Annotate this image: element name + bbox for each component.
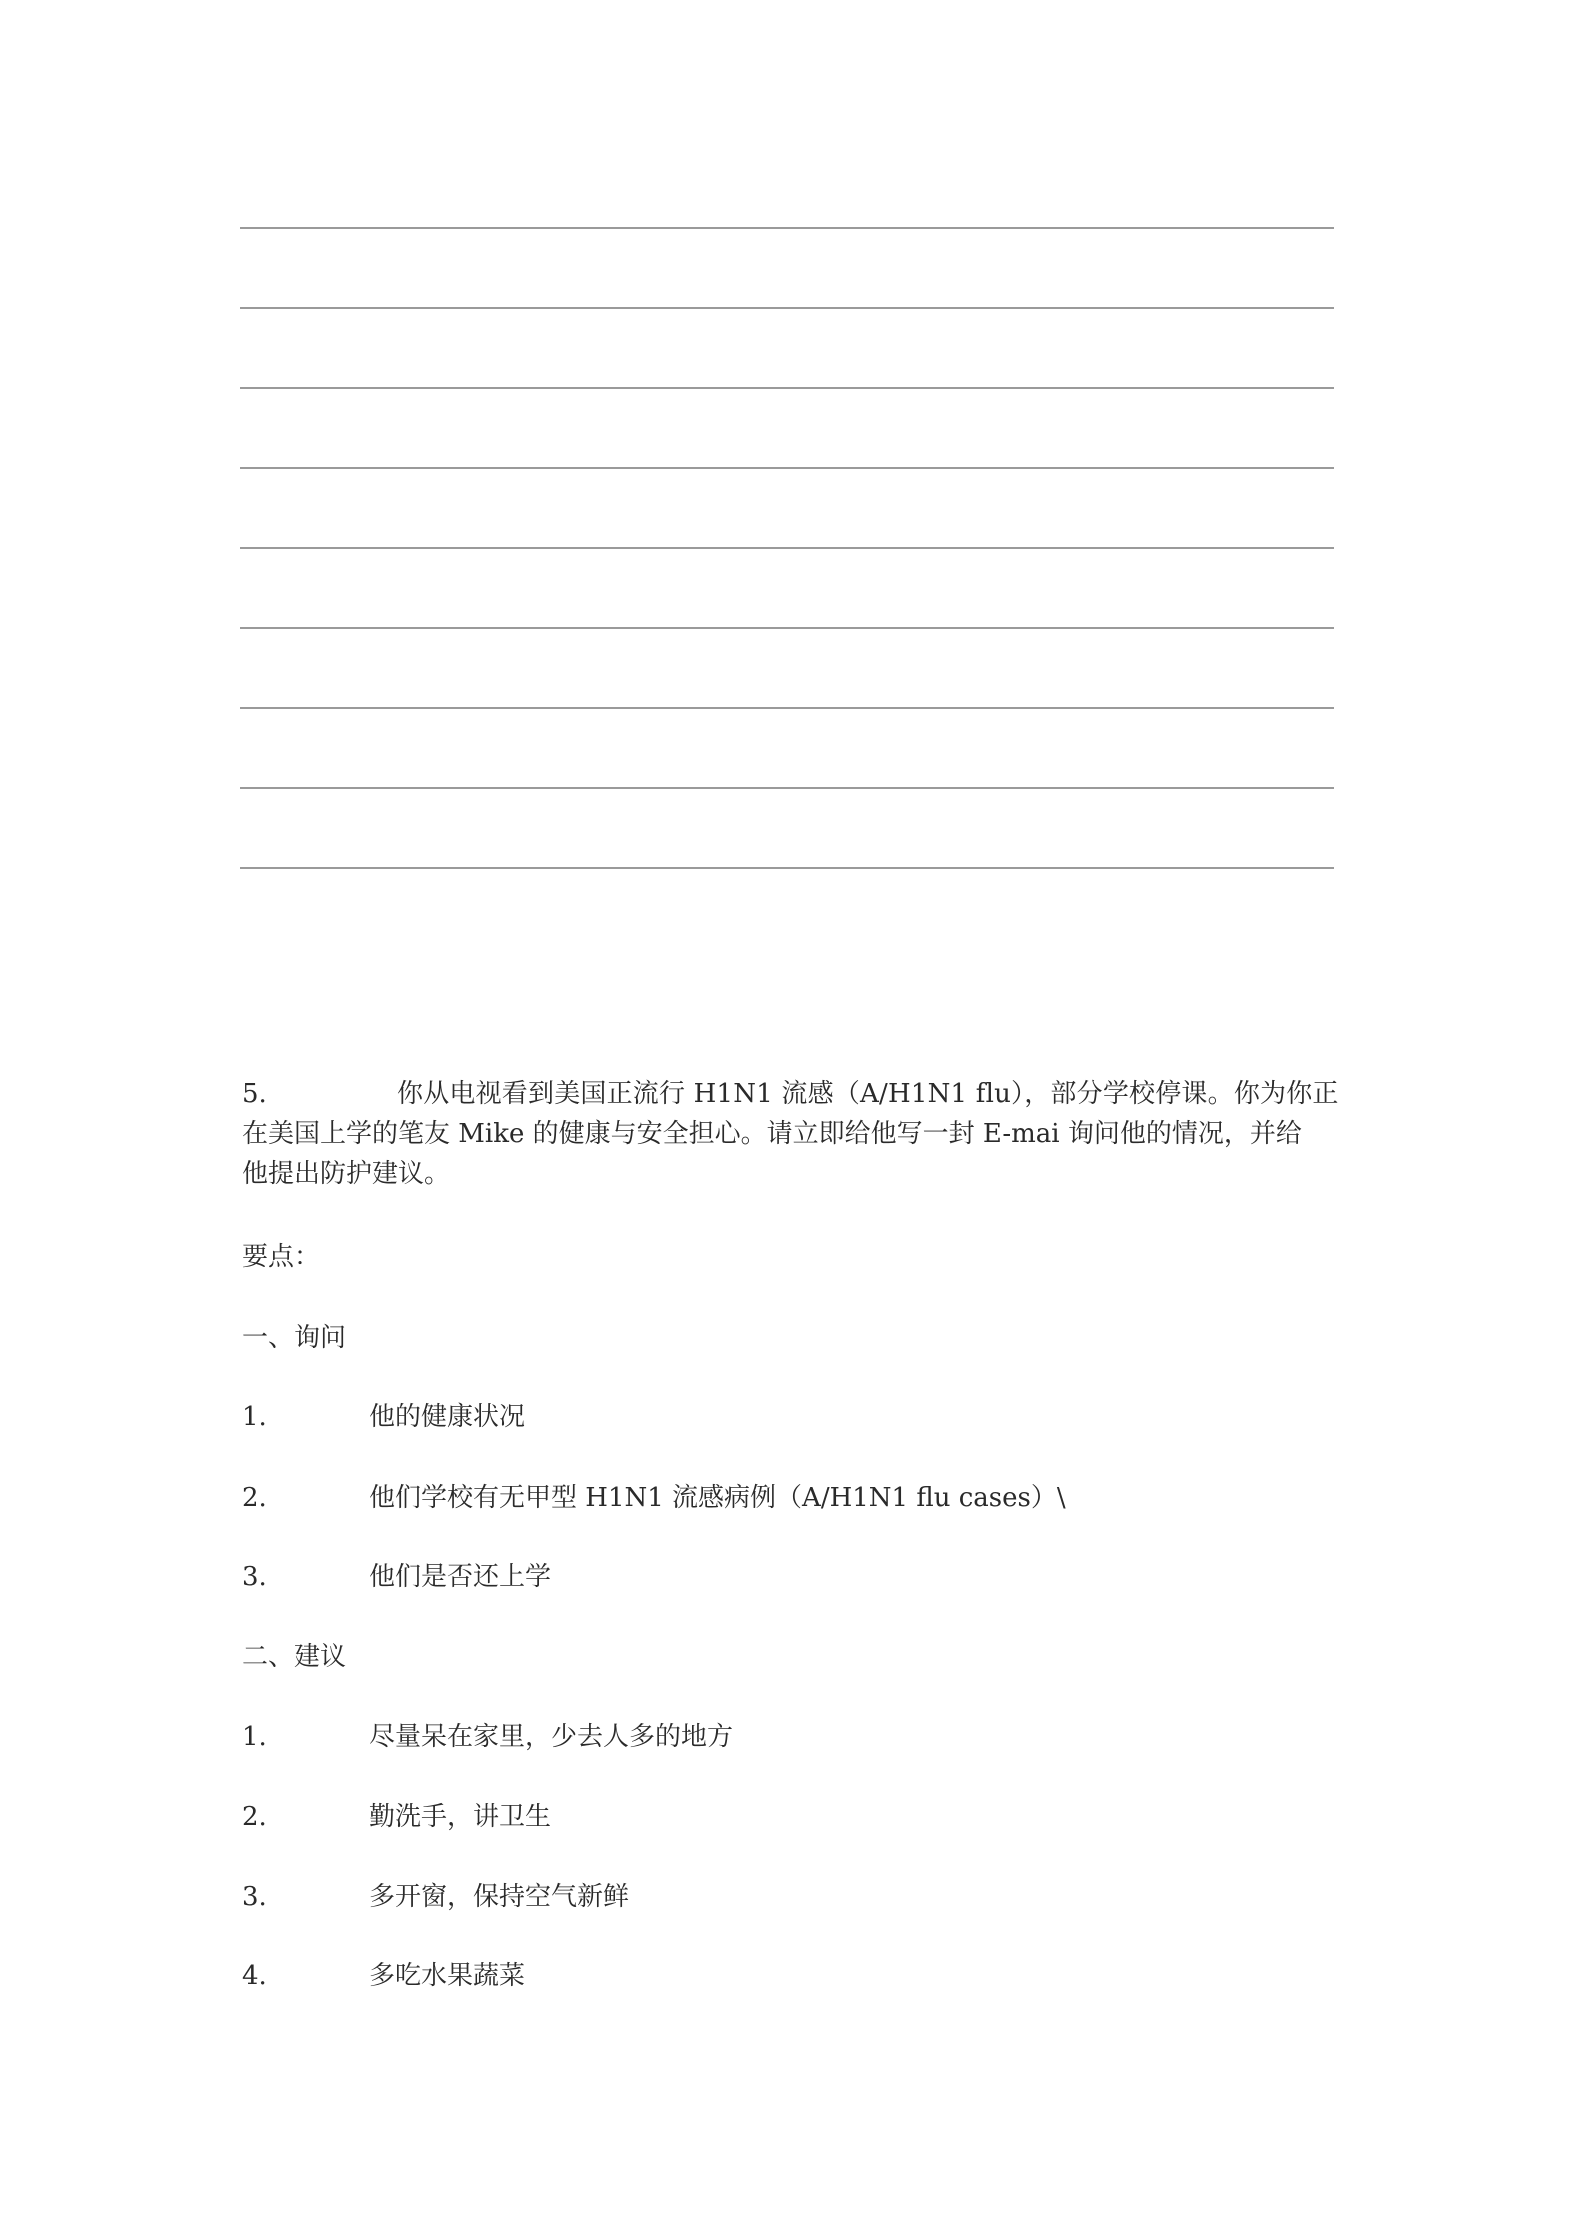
answer-line <box>240 467 1334 469</box>
item-text: 多开窗，保持空气新鲜 <box>369 1882 630 1912</box>
item-number: 3. <box>242 1562 267 1592</box>
question-number: 5. <box>242 1079 267 1109</box>
answer-line <box>240 227 1334 229</box>
item-text: 他们是否还上学 <box>369 1562 552 1592</box>
item-text: 他的健康状况 <box>369 1402 526 1432</box>
answer-line <box>240 307 1334 309</box>
item-text: 勤洗手，讲卫生 <box>369 1802 552 1832</box>
item-text: 多吃水果蔬菜 <box>369 1961 526 1991</box>
answer-line <box>240 787 1334 789</box>
answer-line <box>240 867 1334 869</box>
question-text-line-2: 在美国上学的笔友 Mike 的健康与安全担心。请立即给他写一封 E-mai 询问他的情况，并给 <box>242 1119 1302 1149</box>
item-number: 3. <box>242 1882 267 1912</box>
answer-line <box>240 627 1334 629</box>
section-title: 一、询问 <box>242 1323 347 1353</box>
answer-line <box>240 547 1334 549</box>
question-text-line-1: 你从电视看到美国正流行 H1N1 流感（A/H1N1 flu），部分学校停课。你为你正 <box>397 1079 1339 1109</box>
item-number: 1. <box>242 1722 267 1752</box>
section-title: 二、建议 <box>242 1642 347 1672</box>
item-number: 2. <box>242 1483 267 1513</box>
question-text-line-3: 他提出防护建议。 <box>242 1159 451 1189</box>
item-text: 他们学校有无甲型 H1N1 流感病例（A/H1N1 flu cases）\ <box>369 1483 1066 1513</box>
item-text: 尽量呆在家里，少去人多的地方 <box>369 1722 734 1752</box>
points-label: 要点： <box>242 1242 321 1272</box>
item-number: 4. <box>242 1961 267 1991</box>
answer-line <box>240 387 1334 389</box>
item-number: 1. <box>242 1402 267 1432</box>
answer-line <box>240 707 1334 709</box>
item-number: 2. <box>242 1802 267 1832</box>
